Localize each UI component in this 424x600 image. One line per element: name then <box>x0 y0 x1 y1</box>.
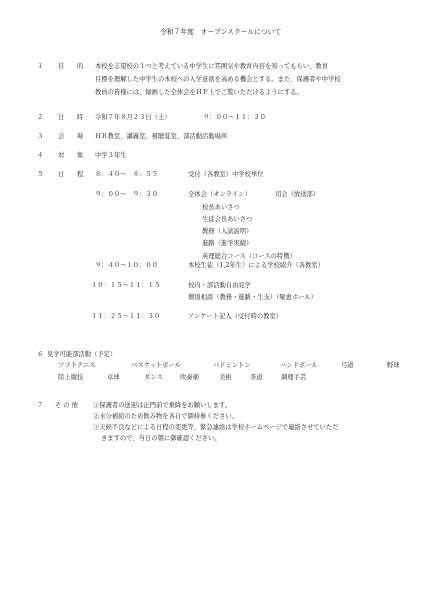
schedule-time-4: １０：１５～１１：１５ <box>91 282 161 289</box>
schedule-time-2: ９：００～ ９：３０ <box>95 191 158 198</box>
other-item-3: ③天候不良などによる日程の変更等、緊急連絡は学校ホームページで連絡させていただ <box>93 424 339 431</box>
schedule-text-5: アンケート記入（受付時の教室） <box>188 313 283 320</box>
schedule-sub-4-1: 個別相談（教務・進路・生支）（聚恵ホール） <box>188 294 317 301</box>
club-row1-3: バドミントン <box>213 362 251 369</box>
section-6-label: 見学可能部活動（予定） <box>47 351 117 358</box>
section-1-line-3: 教員の皆様には、録画した全体会をＨＰ上でご覧いただけるようにする。 <box>95 89 303 96</box>
club-row1-5: 弓道 <box>341 362 354 369</box>
section-4-label: 対 象 <box>58 152 84 159</box>
schedule-time-1: ８：４０～ ８：５５ <box>95 171 158 178</box>
section-3-number: ３ <box>37 133 44 140</box>
document-title: 令和７年度 オープンスクールについて <box>160 28 282 36</box>
section-2-label: 日 時 <box>58 114 84 121</box>
club-row2-1: 陸上競技 <box>58 374 84 381</box>
schedule-sub-2-4: 進路（進学実績） <box>202 240 253 247</box>
section-7-label: そ の 他 <box>55 402 78 409</box>
section-2-number: ２ <box>37 114 44 121</box>
club-row2-2: 卓球 <box>107 374 120 381</box>
target-value: 中学３年生 <box>95 152 127 159</box>
club-row2-3: ダンス <box>144 374 163 381</box>
other-item-3-continued: きますので、当日の朝に御確認ください。 <box>101 435 221 442</box>
other-item-1: ①保護者の送迎は正門前で乗降をお願いします。 <box>93 402 232 409</box>
schedule-time-5: １１：２５～１１：３０ <box>91 313 161 320</box>
section-1-number: １ <box>37 63 44 70</box>
other-item-2: ②水分補給のため飲み物を各自で御持参ください。 <box>93 413 238 420</box>
section-6-number: ６ <box>37 351 44 358</box>
schedule-text-2: 全体会（オンライン） <box>188 191 251 198</box>
section-7-number: ７ <box>37 402 44 409</box>
schedule-sub-2-5: 英理総合コース（コースの特徴） <box>202 253 296 260</box>
section-3-label: 会 場 <box>58 133 84 140</box>
schedule-sub-2-3: 教務（入試説明） <box>202 228 253 235</box>
club-row2-4: 吹奏楽 <box>180 374 199 381</box>
section-4-number: ４ <box>37 152 44 159</box>
section-5-label: 日 程 <box>58 171 84 178</box>
section-1-label: 目 的 <box>58 63 84 70</box>
schedule-text-4: 校内・部活動自由見学 <box>188 282 251 289</box>
schedule-sub-2-2: 生徒会長あいさつ <box>202 216 253 223</box>
section-1-line-2: 目標を理解した中学生の本校への入学意欲を高める機会とする。また、保護者や中学校 <box>95 76 341 83</box>
event-time: ９：００～１１：３０ <box>203 114 266 121</box>
venue-value: ＨＲ教室、講義室、視聴覚室、部活動活動場所 <box>95 133 228 140</box>
club-row2-6: 茶道 <box>250 374 263 381</box>
club-row1-6: 野球 <box>387 362 400 369</box>
event-date: 令和７年８月２３日（土） <box>95 114 171 121</box>
schedule-sub-2-1: 校長あいさつ <box>202 204 240 211</box>
schedule-text-1: 受付（各教室）中学校単位 <box>188 171 264 178</box>
club-row2-5: 美術 <box>219 374 232 381</box>
club-row2-7: 調理手芸 <box>281 374 307 381</box>
club-row1-4: ハンドボール <box>280 362 318 369</box>
schedule-extra-2: 司会（放送部） <box>275 191 320 198</box>
schedule-text-3: 本校生徒（1,2年生）による学校紹介（各教室） <box>188 262 324 269</box>
section-5-number: ５ <box>37 171 44 178</box>
section-1-line-1: 本校を志望校の１つと考えている中学生に雰囲気や教育内容を知ってもらい、教育 <box>95 63 328 70</box>
club-row1-2: バスケットボール <box>131 362 181 369</box>
schedule-time-3: ９：４０～１０：００ <box>95 262 158 269</box>
club-row1-1: ソフトテニス <box>58 362 96 369</box>
